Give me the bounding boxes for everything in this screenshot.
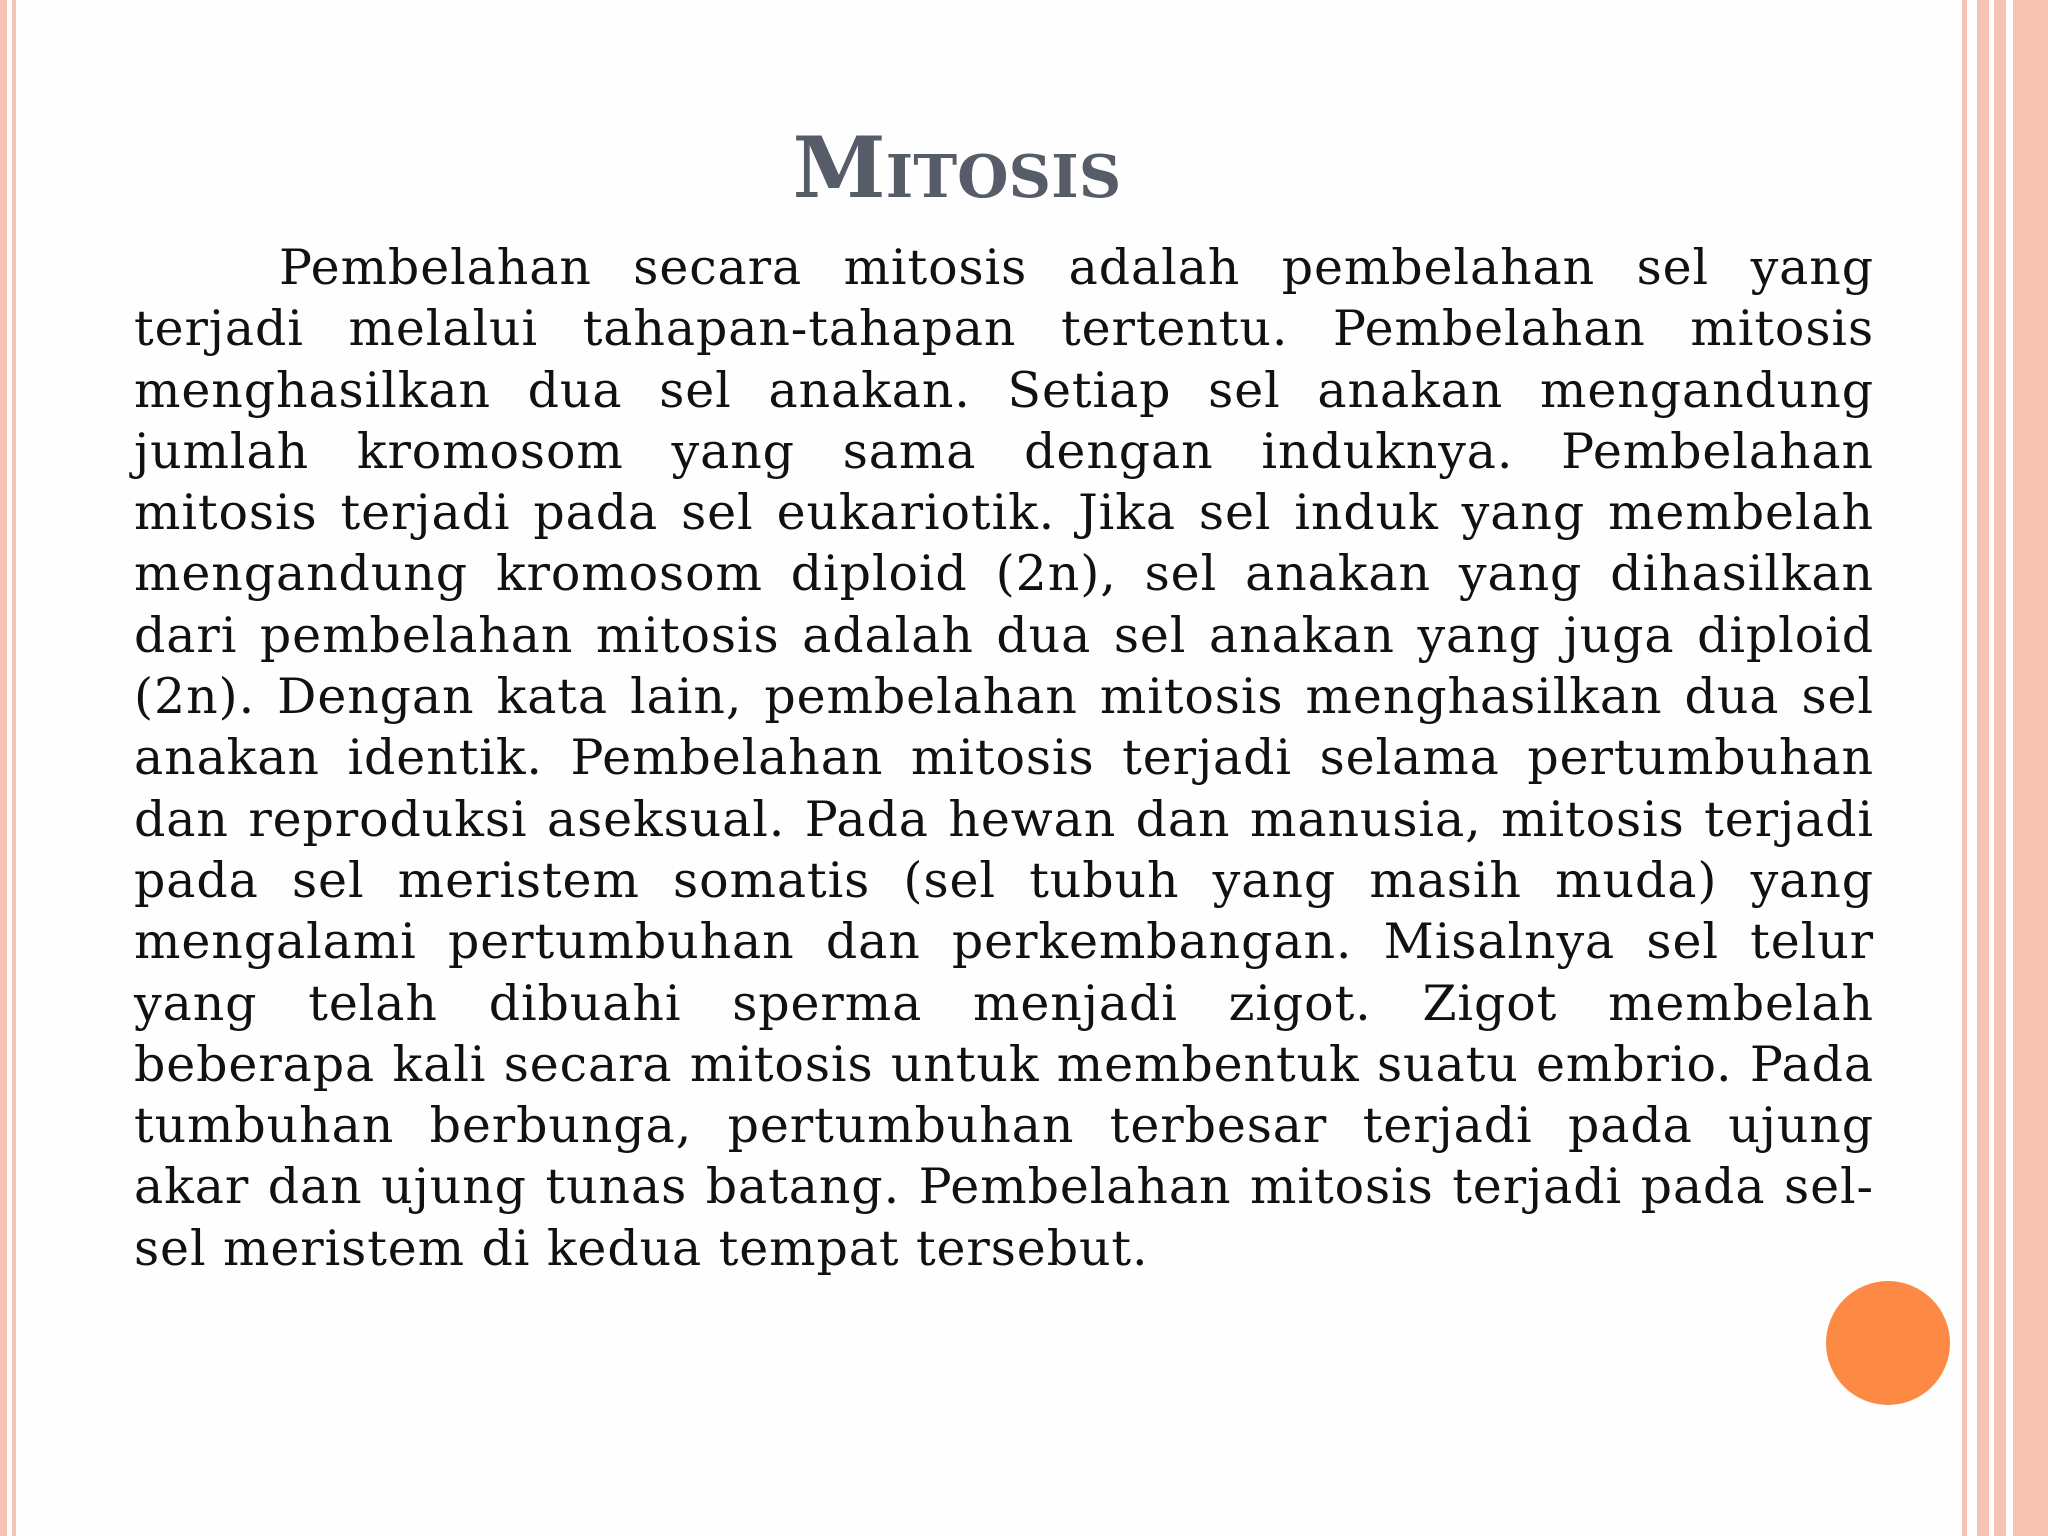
right-border-band	[1977, 0, 1989, 1536]
right-border-inner	[1962, 0, 1967, 1536]
slide-body-text: Pembelahan secara mitosis adalah pembelahan sel yang terjadi melalui tahapan-tahapan tertentu. Pembelahan mitosis menghasilkan dua sel anakan. Setiap sel anakan mengandung jumlah kromosom yang sama dengan induknya. Pembelahan mitosis terjadi pada sel eukariotik. Jika sel induk yang membelah mengandung kromosom diploid (2n), sel anakan yang dihasilkan dari pembelahan mitosis adalah dua sel anakan yang juga diploid (2n). Dengan kata lain, pembelahan mitosis menghasilkan dua sel anakan identik. Pembelahan mitosis terjadi selama pertumbuhan dan reproduksi aseksual. Pada hewan dan manusia, mitosis terjadi pada sel meristem somatis (sel tubuh yang masih muda) yang mengalami pertumbuhan dan perkembangan. Misalnya sel telur yang telah dibuahi sperma menjadi zigot. Zigot membelah beberapa kali secara mitosis untuk membentuk suatu embrio. Pada tumbuhan berbunga, pertumbuhan terbesar terjadi pada ujung akar dan ujung tunas batang. Pembelahan mitosis terjadi pada sel-sel meristem di kedua tempat tersebut.	[134, 239, 1874, 1277]
slide-title: Mitosis	[792, 118, 1122, 217]
right-border-outer	[1994, 0, 2006, 1536]
left-border-inner	[12, 0, 16, 1536]
decorative-circle	[1826, 1281, 1950, 1405]
right-border-edge	[2013, 0, 2048, 1536]
left-border-outer	[0, 0, 7, 1536]
